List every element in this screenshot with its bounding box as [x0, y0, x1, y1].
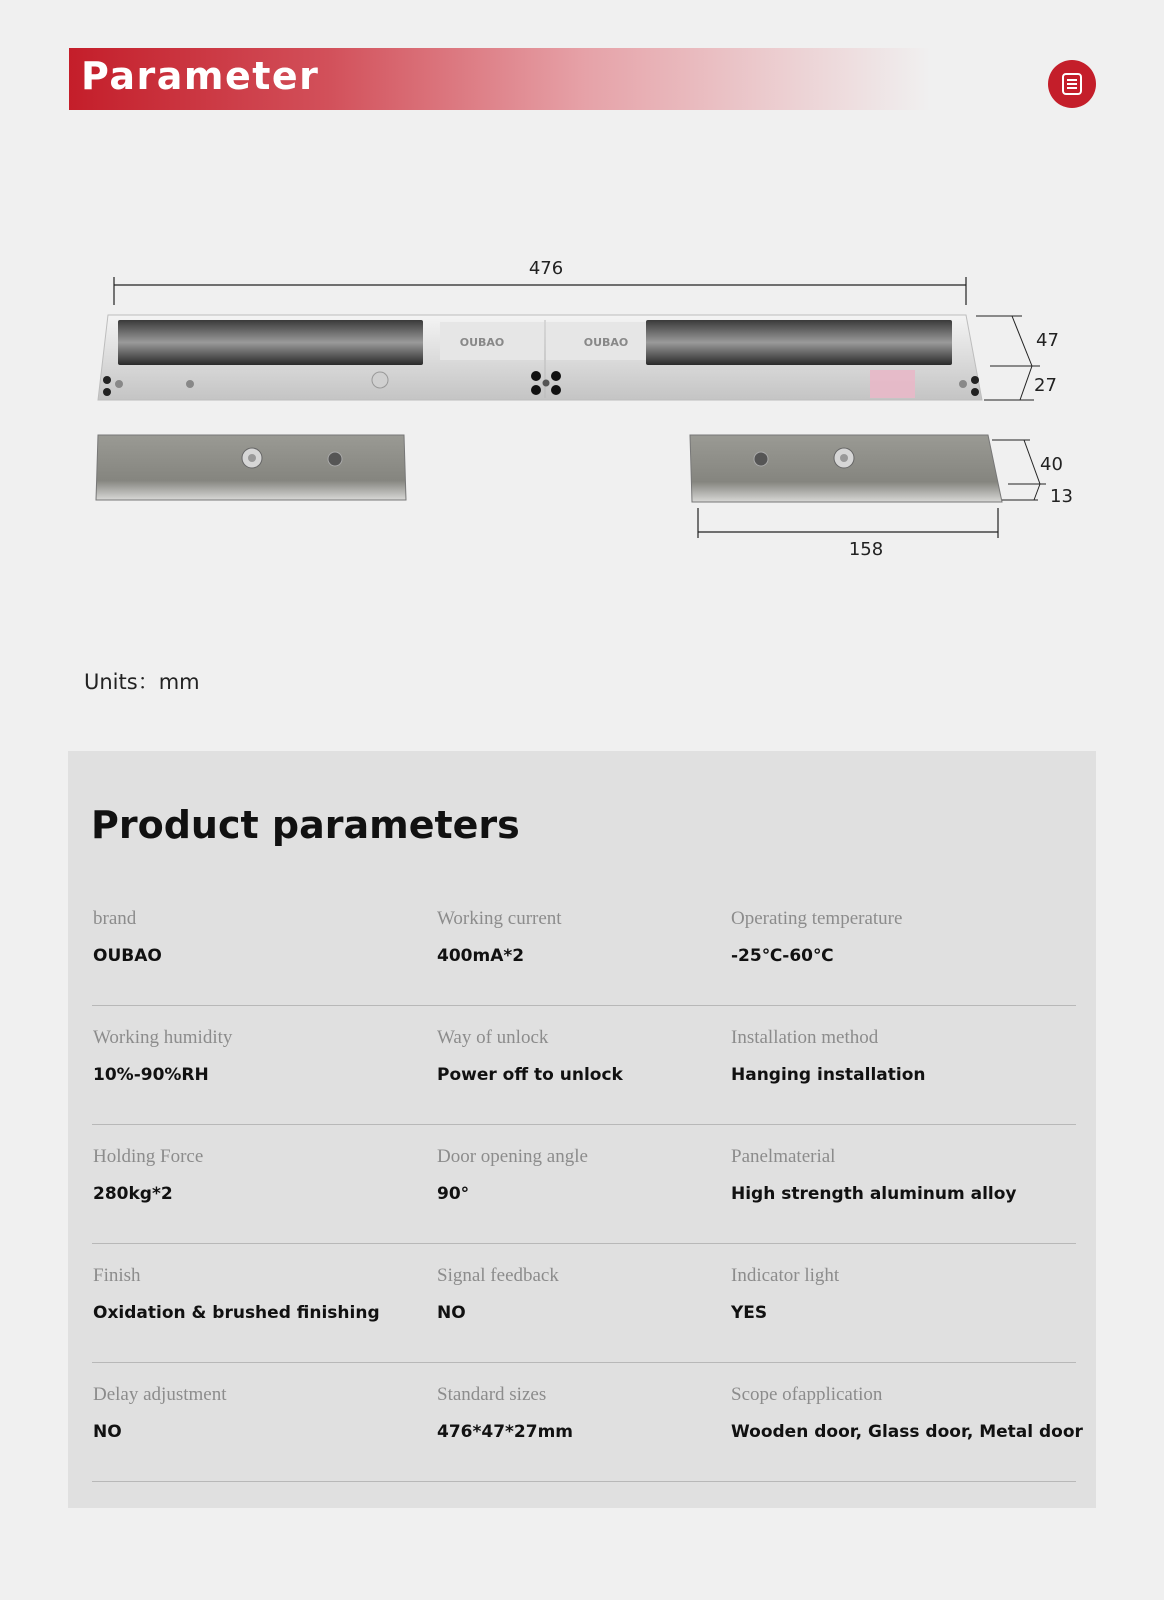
param-value: 400mA*2: [437, 946, 525, 966]
units-note: Units：mm: [84, 670, 200, 694]
param-value: NO: [437, 1303, 466, 1323]
param-row: [92, 1362, 1083, 1482]
product-parameters-panel: [68, 751, 1096, 1508]
param-row: [92, 1005, 1076, 1125]
plate-height-dimension: [992, 440, 1073, 507]
param-label: Panelmaterial: [731, 1146, 836, 1167]
param-row: [92, 1124, 1076, 1244]
param-value: NO: [93, 1422, 122, 1442]
param-row: [92, 1243, 1076, 1363]
param-label: Working humidity: [93, 1027, 233, 1048]
height-dimension: [976, 316, 1059, 400]
length-label: 476: [528, 258, 564, 279]
param-value: High strength aluminum alloy: [731, 1184, 1017, 1204]
plate-40-label: 40: [1040, 454, 1063, 475]
param-value: 476*47*27mm: [437, 1422, 574, 1442]
armature-plate-left: [96, 435, 406, 500]
brand-mark-right: OUBAO: [583, 336, 629, 349]
param-value: OUBAO: [93, 946, 162, 966]
param-label: Delay adjustment: [93, 1384, 227, 1405]
height-27-label: 27: [1034, 375, 1057, 396]
armature-plate-right: [690, 435, 1002, 502]
param-label: Door opening angle: [437, 1146, 588, 1167]
param-label: Finish: [93, 1265, 141, 1286]
param-value: 90°: [437, 1184, 470, 1204]
document-list-icon: [1060, 72, 1084, 96]
param-label: Way of unlock: [437, 1027, 549, 1048]
param-value: Oxidation & brushed finishing: [93, 1303, 380, 1323]
menu-button[interactable]: [1048, 60, 1096, 108]
param-label: Holding Force: [93, 1146, 204, 1167]
lock-body: [98, 315, 982, 400]
param-label: Standard sizes: [437, 1384, 547, 1405]
param-label: Working current: [437, 908, 562, 929]
param-label: Signal feedback: [437, 1265, 559, 1286]
param-value: Hanging installation: [731, 1065, 926, 1085]
param-label: Scope ofapplication: [731, 1384, 883, 1405]
param-label: Installation method: [731, 1027, 879, 1048]
param-row: [92, 886, 1076, 1006]
param-label: Indicator light: [731, 1265, 840, 1286]
product-dimension-diagram: [0, 230, 1164, 570]
length-dimension: [114, 258, 966, 305]
param-value: YES: [731, 1303, 768, 1323]
title-banner: [69, 48, 931, 110]
plate-length-label: 158: [848, 539, 884, 560]
param-label: Operating temperature: [731, 908, 903, 929]
page-title: Parameter: [81, 54, 320, 98]
param-value: Wooden door, Glass door, Metal door: [731, 1422, 1083, 1442]
param-value: -25℃-60℃: [731, 946, 834, 966]
param-value: Power off to unlock: [437, 1065, 623, 1085]
height-47-label: 47: [1036, 330, 1059, 351]
brand-mark-left: OUBAO: [459, 336, 505, 349]
param-value: 280kg*2: [93, 1184, 173, 1204]
plate-length-dimension: [698, 508, 998, 560]
param-value: 10%-90%RH: [93, 1065, 209, 1085]
param-label: brand: [93, 908, 137, 929]
panel-title: Product parameters: [91, 803, 520, 847]
plate-13-label: 13: [1050, 486, 1073, 507]
